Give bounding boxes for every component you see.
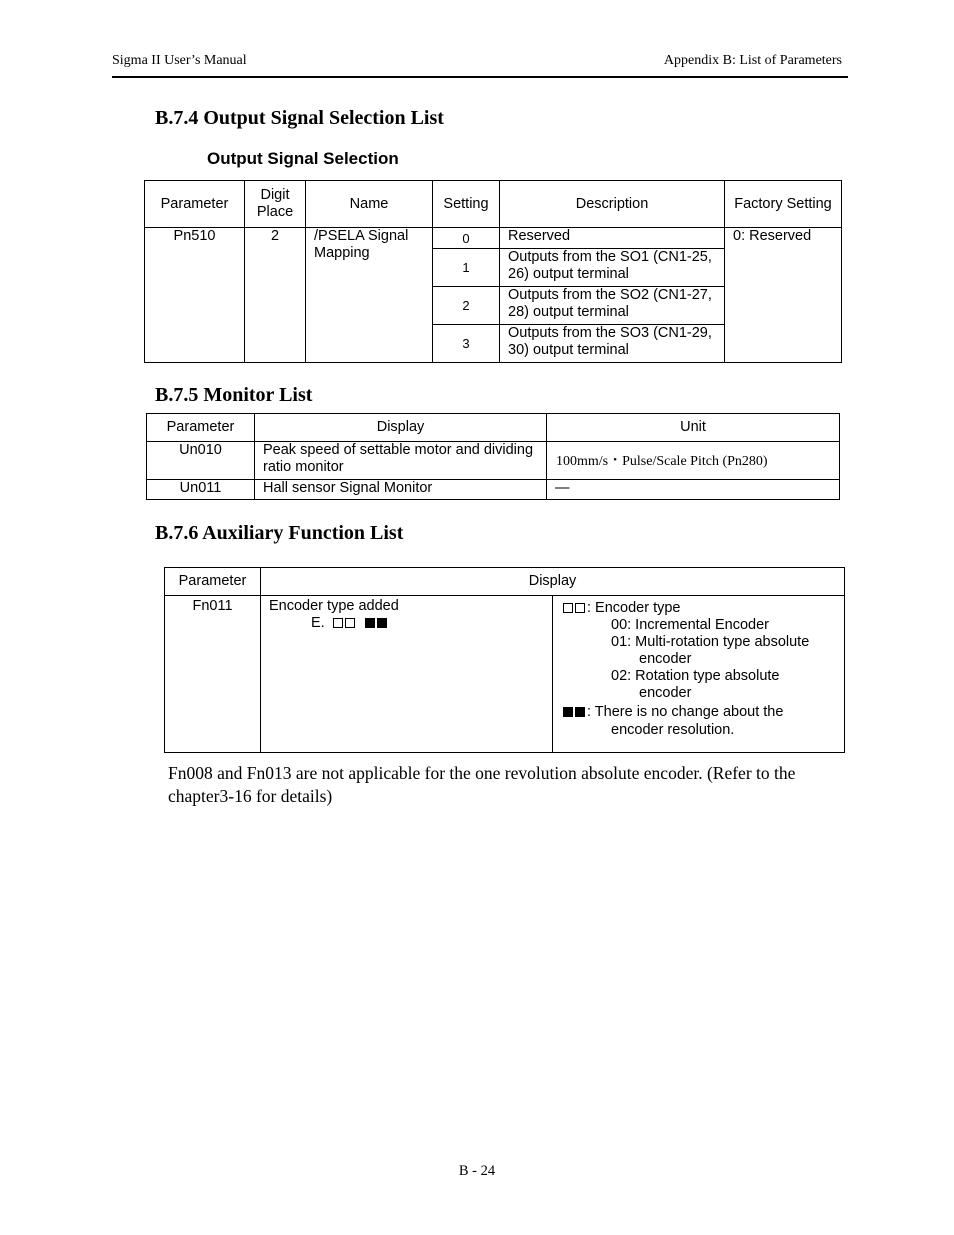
- cell-description: Outputs from the SO2 (CN1-27, 28) output terminal: [500, 287, 725, 325]
- option-01-cont: encoder: [639, 651, 692, 667]
- col-header-setting: Setting: [433, 181, 500, 228]
- encoder-type-legend: : Encoder type: [563, 600, 836, 617]
- empty-square-icon: [563, 603, 573, 613]
- filled-square-icon: [365, 618, 375, 628]
- resolution-legend: : There is no change about the: [563, 704, 836, 721]
- section-title-b75: B.7.5 Monitor List: [155, 384, 313, 406]
- col-header-name: Name: [306, 181, 433, 228]
- table-header-row: [147, 414, 840, 442]
- empty-square-icon: [345, 618, 355, 628]
- col-header-parameter: Parameter: [147, 414, 255, 442]
- cell-name: /PSELA Signal Mapping: [306, 228, 433, 363]
- cell-parameter: Pn510: [145, 228, 245, 363]
- col-header-display: Display: [255, 414, 547, 442]
- subsection-title-output-signal: Output Signal Selection: [207, 149, 399, 168]
- option-01: 01: Multi-rotation type absolute: [611, 634, 810, 650]
- cell-parameter: Fn011: [165, 596, 261, 753]
- encoder-type-added-text: Encoder type added: [269, 598, 399, 614]
- display-prefix: E.: [311, 615, 325, 631]
- option-02: 02: Rotation type absolute: [611, 668, 780, 684]
- cell-digit-place: 2: [245, 228, 306, 363]
- section-title-b76: B.7.6 Auxiliary Function List: [155, 522, 404, 544]
- cell-display: Peak speed of settable motor and dividing ratio monitor: [255, 442, 547, 480]
- section-title-b74: B.7.4 Output Signal Selection List: [155, 107, 444, 129]
- table-header-row: [165, 568, 845, 596]
- cell-setting: 1: [433, 249, 500, 287]
- monitor-table: [146, 413, 840, 500]
- table-row: [147, 442, 840, 480]
- cell-setting: 0: [433, 228, 500, 249]
- col-header-description: Description: [500, 181, 725, 228]
- col-header-digit-place: Digit Place: [245, 181, 306, 228]
- page-number: B - 24: [458, 1163, 496, 1179]
- col-header-parameter: Parameter: [165, 568, 261, 596]
- cell-parameter: Un010: [147, 442, 255, 480]
- table-row: [147, 480, 840, 500]
- cell-description: Outputs from the SO3 (CN1-29, 30) output terminal: [500, 325, 725, 363]
- output-signal-table: [144, 180, 842, 363]
- col-header-parameter: Parameter: [145, 181, 245, 228]
- option-00: 00: Incremental Encoder: [611, 617, 769, 633]
- note-paragraph: Fn008 and Fn013 are not applicable for the one revolution absolute encoder. (Refer to the chapter3-16 for details): [168, 763, 796, 806]
- cell-display-left: [261, 596, 553, 753]
- cell-display-right: [553, 596, 845, 753]
- cell-parameter: Un011: [147, 480, 255, 500]
- cell-description: Reserved: [500, 228, 725, 249]
- page-header: [112, 52, 848, 78]
- col-header-unit: Unit: [547, 414, 840, 442]
- col-header-display: Display: [261, 568, 845, 596]
- header-manual-title: Sigma II User’s Manual: [112, 53, 247, 68]
- filled-square-icon: [377, 618, 387, 628]
- auxiliary-function-table: [164, 567, 845, 753]
- empty-square-icon: [333, 618, 343, 628]
- filled-square-icon: [575, 707, 585, 717]
- cell-factory-setting: 0: Reserved: [725, 228, 842, 363]
- option-02-cont: encoder: [639, 685, 692, 701]
- display-code: [269, 615, 544, 632]
- filled-square-icon: [563, 707, 573, 717]
- cell-description: Outputs from the SO1 (CN1-25, 26) output terminal: [500, 249, 725, 287]
- cell-unit: —: [547, 480, 840, 500]
- empty-square-icon: [575, 603, 585, 613]
- header-appendix-title: Appendix B: List of Parameters: [663, 53, 842, 68]
- table-row: [165, 596, 845, 753]
- table-header-row: [145, 181, 842, 228]
- cell-unit: 100mm/s・Pulse/Scale Pitch (Pn280): [547, 442, 840, 480]
- cell-setting: 2: [433, 287, 500, 325]
- cell-setting: 3: [433, 325, 500, 363]
- cell-display: Hall sensor Signal Monitor: [255, 480, 547, 500]
- col-header-factory-setting: Factory Setting: [725, 181, 842, 228]
- table-row: [145, 228, 842, 249]
- resolution-legend-cont: encoder resolution.: [611, 722, 735, 738]
